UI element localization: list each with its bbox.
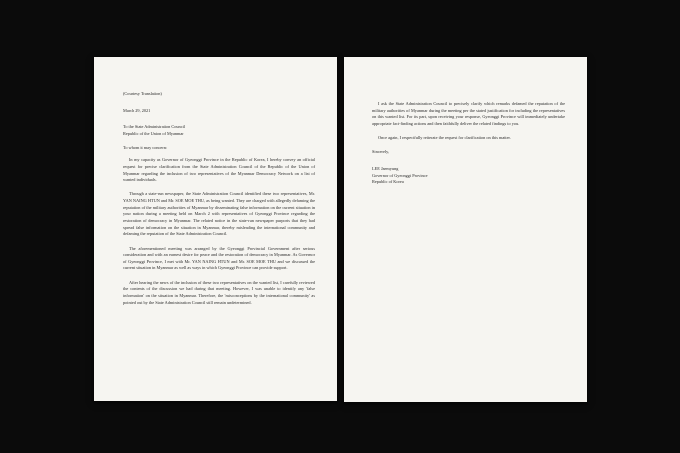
addressee-block: [123, 124, 315, 137]
body-paragraph: I ask the State Administration Council to precisely clarify which remarks defamed the reputation of the military authorities of Myanmar during the meeting per the stated justification for including the representatives on this wanted list. For its part, upon receiving your response, Gyeonggi Province will immediately undertake appropriate fact-finding actions and then faithfully deliver the related findings to you.: [372, 101, 565, 126]
body-paragraph: Through a state-run newspaper, the State Administration Council identified these two representatives, Mr. YAN NAING HTUN and Mr. SOE MOE THU, as being wanted. They are charged with allegedly defaming the reputation of the military authorities of Myanmar by disseminating false information on the current situation in your nation during a meeting held on March 2 with representatives of Gyeonggi Province regarding the restoration of democracy in Myanmar. The related notice in the state-run newspaper purports that they had spread false information on the situation in Myanmar, thereby misleading the international community and defaming the reputation of the State Administration Council.: [123, 191, 315, 237]
letter-date: March 29, 2021: [123, 107, 151, 113]
signatory-title: Governor of Gyeonggi Province: [372, 172, 428, 178]
courtesy-translation-note: (Courtesy Translation): [123, 91, 162, 96]
body-paragraph: Once again, I respectfully reiterate the request for clarification on this matter.: [378, 135, 511, 141]
body-paragraph: The aforementioned meeting was arranged by the Gyeonggi Provincial Government after serious consideration and with an earnest desire for peace and the restoration of democracy in Myanmar. As Governor of Gyeonggi Province, I met with Mr. YAN NAING HTUN and Mr. SOE MOE THU and we discussed the current situation in Myanmar as well as ways in which Gyeonggi Province can provide support.: [123, 245, 315, 271]
addressee-line: Republic of the Union of Myanmar: [123, 130, 184, 136]
body-paragraph: In my capacity as Governor of Gyeonggi Province in the Republic of Korea, I hereby convey an official request for precise clarification from the State Administration Council of the Republic of the Union of Myanmar regarding the inclusion of two representatives of the Myanmar Democracy Network on a list of wanted individuals.: [123, 157, 315, 183]
body-paragraph: After hearing the news of the inclusion of these two representatives on the wanted list, I carefully reviewed the contents of the discussion we had during that meeting. However, I was unable to identify any 'false information' on the situation in Myanmar. Therefore, the 'misconceptions by the international community' as pointed out by the State Administration Council still remain undetermined.: [123, 279, 315, 305]
salutation: To whom it may concern:: [123, 145, 168, 151]
signatory-name: LEE Jaemyung: [372, 165, 399, 171]
closing: Sincerely,: [372, 149, 390, 155]
letter-page-2: [344, 57, 587, 402]
addressee-line: To the State Administration Council: [123, 124, 185, 130]
signature-block: [372, 166, 565, 186]
letter-page-1: [94, 57, 337, 401]
signatory-country: Republic of Korea: [372, 179, 404, 185]
